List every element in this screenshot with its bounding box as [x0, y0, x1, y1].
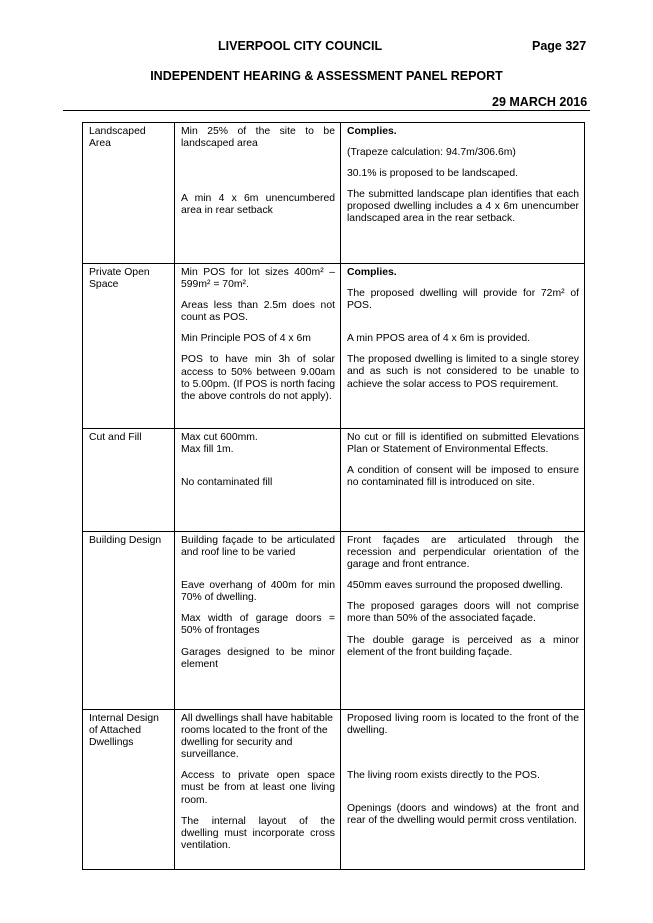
- control-text: Building façade to be articulated and roof line to be varied: [181, 535, 335, 559]
- control-text: The internal layout of the dwelling must incorporate cross ventilation.: [181, 815, 335, 851]
- page-number: Page 327: [532, 39, 587, 53]
- compliance-text: The proposed dwelling is limited to a single storey and as such is not considered to be unable to achieve the solar access to POS requirement.: [347, 354, 579, 390]
- row-label: Private Open Space: [83, 264, 175, 429]
- control-text: Garages designed to be minor element: [181, 646, 335, 670]
- control-cell: [175, 123, 341, 264]
- compliance-text: The proposed garages doors will not comprise more than 50% of the associated façade.: [347, 601, 579, 625]
- compliance-text: A min PPOS area of 4 x 6m is provided.: [347, 333, 531, 345]
- compliance-text: (Trapeze calculation: 94.7m/306.6m): [347, 147, 516, 159]
- compliance-text: 450mm eaves surround the proposed dwelling.: [347, 580, 564, 592]
- row-label: Landscaped Area: [83, 123, 175, 264]
- control-cell: [175, 710, 341, 870]
- comment-cell: [341, 264, 585, 429]
- table-row: [83, 264, 585, 429]
- compliance-text: The proposed dwelling will provide for 72m² of POS.: [347, 288, 579, 312]
- comment-cell: [341, 532, 585, 710]
- compliance-text: Complies.: [347, 126, 397, 137]
- compliance-text: 30.1% is proposed to be landscaped.: [347, 168, 518, 180]
- compliance-text: Complies.: [347, 267, 397, 278]
- assessment-table: [82, 122, 585, 870]
- comment-cell: [341, 710, 585, 870]
- comment-cell: [341, 429, 585, 532]
- table-row: [83, 429, 585, 532]
- compliance-text: A condition of consent will be imposed to ensure no contaminated fill is introduced on site.: [347, 465, 579, 489]
- control-text: Min POS for lot sizes 400m² – 599m² = 70m².: [181, 267, 335, 291]
- control-text: Max cut 600mm.: [181, 432, 258, 443]
- control-cell: [175, 429, 341, 532]
- header-divider: [63, 110, 590, 111]
- control-text: Max fill 1m.: [181, 444, 234, 456]
- control-cell: [175, 264, 341, 429]
- compliance-text: The living room exists directly to the POS.: [347, 770, 540, 782]
- compliance-text: Proposed living room is located to the front of the dwelling.: [347, 713, 579, 737]
- table-row: [83, 710, 585, 870]
- compliance-text: The submitted landscape plan identifies that each proposed dwelling includes a 4 x 6m unencumber landscaped area in the rear setback.: [347, 189, 579, 225]
- control-text: A min 4 x 6m unencumbered area in rear setback: [181, 193, 335, 217]
- row-label: Building Design: [83, 532, 175, 710]
- table-row: [83, 123, 585, 264]
- control-text: No contaminated fill: [181, 477, 273, 489]
- control-text: Access to private open space must be from at least one living room.: [181, 770, 335, 806]
- compliance-text: Front façades are articulated through the recession and perpendicular orientation of the garage and front entrance.: [347, 535, 579, 571]
- report-title: INDEPENDENT HEARING & ASSESSMENT PANEL REPORT: [150, 69, 503, 83]
- report-date: 29 MARCH 2016: [492, 95, 588, 109]
- control-text: Min 25% of the site to be landscaped area: [181, 126, 335, 150]
- control-cell: [175, 532, 341, 710]
- compliance-text: Openings (doors and windows) at the front and rear of the dwelling would permit cross ventilation.: [347, 803, 579, 827]
- table-row: [83, 532, 585, 710]
- row-label: Internal Design of Attached Dwellings: [83, 710, 175, 870]
- compliance-text: No cut or fill is identified on submitted Elevations Plan or Statement of Environmental Effects.: [347, 432, 579, 456]
- control-text: All dwellings shall have habitable rooms located to the front of the dwelling for security and surveillance.: [181, 713, 333, 761]
- council-name: LIVERPOOL CITY COUNCIL: [218, 39, 383, 53]
- control-text: Areas less than 2.5m does not count as POS.: [181, 300, 335, 324]
- comment-cell: [341, 123, 585, 264]
- control-text: Max width of garage doors = 50% of frontages: [181, 613, 335, 637]
- control-text: Min Principle POS of 4 x 6m: [181, 333, 311, 345]
- row-label: Cut and Fill: [83, 429, 175, 532]
- compliance-text: The double garage is perceived as a minor element of the front building façade.: [347, 634, 579, 658]
- control-text: POS to have min 3h of solar access to 50% between 9.00am to 5.00pm. (If POS is north facing the above controls do not apply).: [181, 354, 335, 402]
- control-text: Eave overhang of 400m for min 70% of dwelling.: [181, 580, 335, 604]
